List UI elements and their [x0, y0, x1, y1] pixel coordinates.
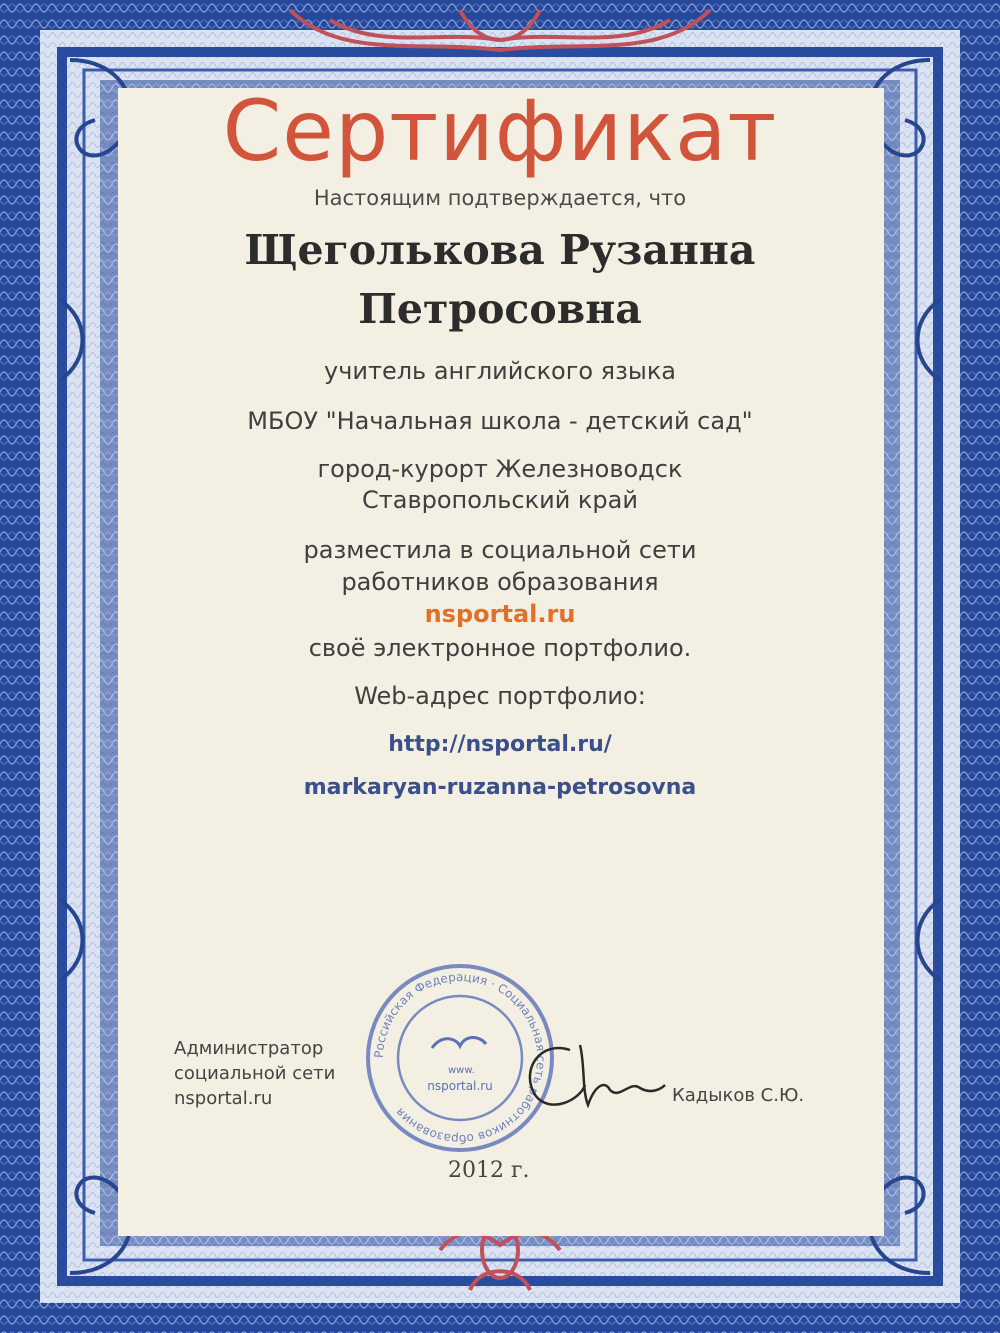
stamp-www: www. — [448, 1065, 475, 1076]
certificate-year: 2012 г. — [448, 1158, 530, 1183]
signer-name: Кадыков С.Ю. — [672, 1085, 805, 1106]
recipient-city: город-курорт Железноводск — [317, 455, 683, 483]
action-line1: разместила в социальной сети — [303, 536, 697, 564]
admin-line1: Администратор — [174, 1038, 324, 1059]
web-label: Web-адрес портфолио: — [354, 682, 646, 710]
admin-caption — [174, 1036, 335, 1111]
bird-icon — [432, 1038, 486, 1049]
signature-icon — [510, 1030, 670, 1120]
recipient-position: учитель английского языка — [323, 357, 677, 385]
recipient-region: Ставропольский край — [362, 486, 638, 514]
admin-line3: nsportal.ru — [174, 1088, 273, 1109]
recipient-name-line1: Щеголькова Рузанна — [244, 226, 756, 274]
portfolio-url-line1: http://nsportal.ru/ — [388, 732, 612, 757]
recipient-name-line2: Петросовна — [358, 285, 642, 333]
admin-line2: социальной сети — [174, 1063, 336, 1084]
intro-text: Настоящим подтверждается, что — [313, 186, 687, 210]
action-line2: работников образования — [341, 568, 659, 596]
recipient-school: МБОУ "Начальная школа - детский сад" — [247, 407, 753, 435]
site-brand: nsportal.ru — [424, 600, 576, 628]
certificate-title: Сертификат — [222, 82, 778, 180]
stamp-ring-text: Российская Федерация · Социальная сеть работников образования — [371, 969, 549, 1147]
portfolio-url-line2: markaryan-ruzanna-petrosovna — [303, 775, 697, 800]
action-line3: своё электронное портфолио. — [308, 634, 692, 662]
stamp-center-url: nsportal.ru — [427, 1079, 493, 1093]
